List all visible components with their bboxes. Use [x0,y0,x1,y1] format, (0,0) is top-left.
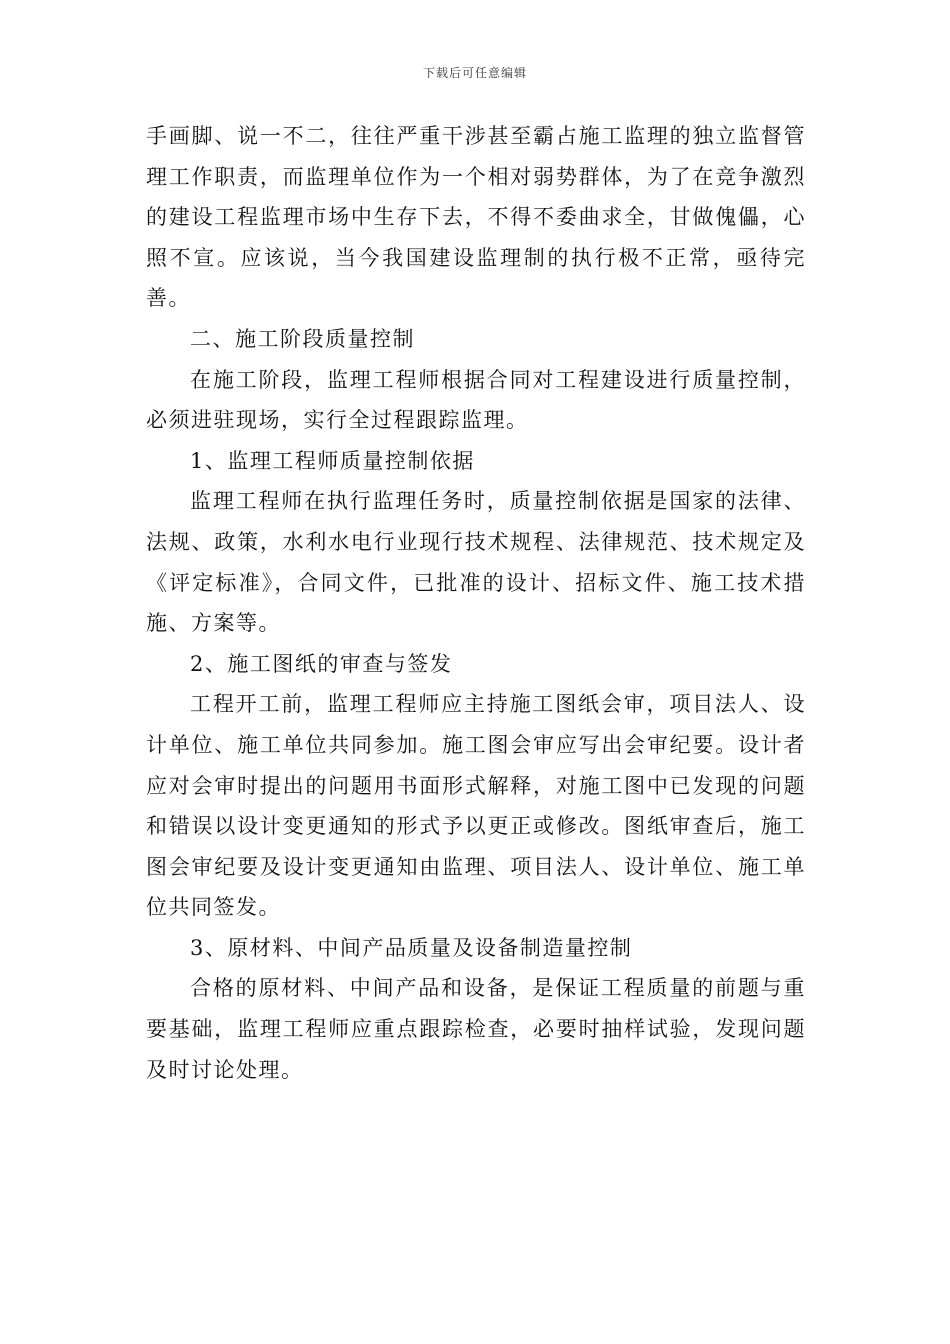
page-header-note: 下载后可任意编辑 [422,66,527,80]
section-heading-construction-quality: 二、施工阶段质量控制 [190,326,415,351]
paragraph-materials-control: 合格的原材料、中间产品和设备，是保证工程质量的前题与重要基础，监理工程师应重点跟踪检查，必要时抽样试验，发现问题及时讨论处理。 [146,976,806,1082]
subheading-drawing-review: 2、施工图纸的审查与签发 [190,651,453,676]
subheading-materials-control: 3、原材料、中间产品质量及设备制造量控制 [190,935,633,960]
paragraph-control-basis: 监理工程师在执行监理任务时，质量控制依据是国家的法律、法规、政策，水利水电行业现行技术规程、法律规范、技术规定及《评定标准》，合同文件，已批准的设计、招标文件、施工技术措施、方案等。 [146,489,806,636]
document-body [146,116,806,1090]
paragraph-drawing-review: 工程开工前，监理工程师应主持施工图纸会审，项目法人、设计单位、施工单位共同参加。施工图会审应写出会审纪要。设计者应对会审时提出的问题用书面形式解释，对施工图中已发现的问题和错误以设计变更通知的形式予以更正或修改。图纸审查后，施工图会审纪要及设计变更通知由监理、项目法人、设计单位、施工单位共同签发。 [146,692,806,920]
paragraph-construction-stage: 在施工阶段，监理工程师根据合同对工程建设进行质量控制，必须进驻现场，实行全过程跟踪监理。 [146,367,806,433]
paragraph-continuation: 手画脚、说一不二，往往严重干涉甚至霸占施工监理的独立监督管理工作职责，而监理单位作为一个相对弱势群体，为了在竞争激烈的建设工程监理市场中生存下去，不得不委曲求全，甘做傀儡，心照不宣。应该说，当今我国建设监理制的执行极不正常，亟待完善。 [146,124,806,311]
subheading-control-basis: 1、监理工程师质量控制依据 [190,448,475,473]
